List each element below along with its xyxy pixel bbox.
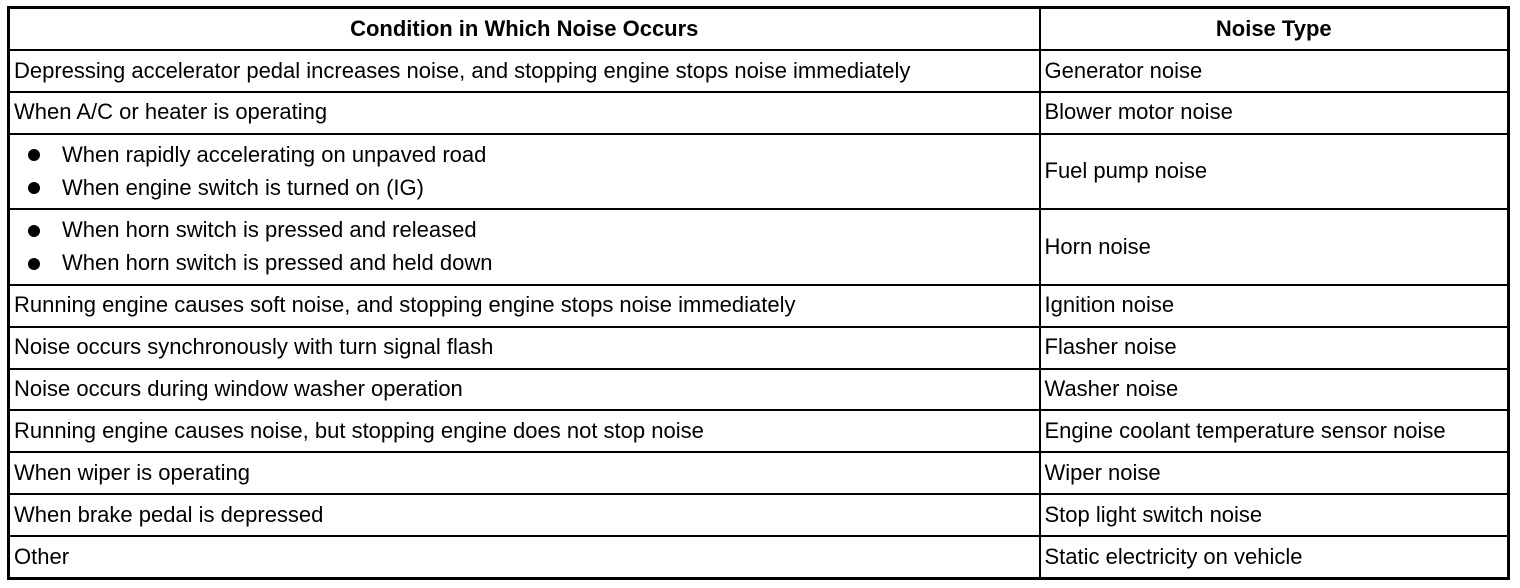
bullet-dot-icon bbox=[28, 182, 40, 194]
condition-cell: Depressing accelerator pedal increases noise, and stopping engine stops noise immediately bbox=[9, 50, 1040, 92]
condition-cell: Noise occurs synchronously with turn signal flash bbox=[9, 327, 1040, 369]
noise-type-cell: Engine coolant temperature sensor noise bbox=[1040, 410, 1509, 452]
noise-type-cell: Static electricity on vehicle bbox=[1040, 536, 1509, 579]
condition-cell bbox=[9, 209, 1040, 285]
condition-cell: Noise occurs during window washer operation bbox=[9, 369, 1040, 411]
bullet-item bbox=[28, 139, 1035, 172]
bullet-item bbox=[28, 214, 1035, 247]
noise-type-cell: Washer noise bbox=[1040, 369, 1509, 411]
bullet-text: When horn switch is pressed and released bbox=[62, 217, 477, 243]
bullet-list bbox=[14, 214, 1035, 280]
bullet-text: When horn switch is pressed and held down bbox=[62, 250, 493, 276]
table-row bbox=[9, 369, 1509, 411]
condition-cell: When wiper is operating bbox=[9, 452, 1040, 494]
bullet-item bbox=[28, 172, 1035, 205]
bullet-dot-icon bbox=[28, 258, 40, 270]
bullet-list bbox=[14, 139, 1035, 205]
condition-cell: When brake pedal is depressed bbox=[9, 494, 1040, 536]
table-row bbox=[9, 209, 1509, 285]
header-row bbox=[9, 8, 1509, 51]
noise-type-cell: Ignition noise bbox=[1040, 285, 1509, 327]
bullet-text: When engine switch is turned on (IG) bbox=[62, 174, 424, 200]
noise-type-cell: Generator noise bbox=[1040, 50, 1509, 92]
noise-type-cell: Horn noise bbox=[1040, 209, 1509, 285]
bullet-dot-icon bbox=[28, 225, 40, 237]
noise-table-container bbox=[7, 6, 1507, 580]
noise-type-cell: Fuel pump noise bbox=[1040, 134, 1509, 210]
condition-cell: When A/C or heater is operating bbox=[9, 92, 1040, 134]
condition-cell: Running engine causes soft noise, and stopping engine stops noise immediately bbox=[9, 285, 1040, 327]
bullet-text: When rapidly accelerating on unpaved road bbox=[62, 141, 487, 167]
noise-type-cell: Blower motor noise bbox=[1040, 92, 1509, 134]
table-row bbox=[9, 452, 1509, 494]
noise-table bbox=[7, 6, 1510, 580]
table-row bbox=[9, 327, 1509, 369]
noise-type-cell: Wiper noise bbox=[1040, 452, 1509, 494]
table-row bbox=[9, 92, 1509, 134]
bullet-item bbox=[28, 247, 1035, 280]
header-noise-type: Noise Type bbox=[1040, 8, 1509, 51]
table-row bbox=[9, 134, 1509, 210]
bullet-dot-icon bbox=[28, 149, 40, 161]
header-condition: Condition in Which Noise Occurs bbox=[9, 8, 1040, 51]
table-row bbox=[9, 494, 1509, 536]
noise-type-cell: Flasher noise bbox=[1040, 327, 1509, 369]
table-row bbox=[9, 536, 1509, 579]
condition-cell: Other bbox=[9, 536, 1040, 579]
noise-type-cell: Stop light switch noise bbox=[1040, 494, 1509, 536]
table-row bbox=[9, 410, 1509, 452]
table-row bbox=[9, 285, 1509, 327]
condition-cell bbox=[9, 134, 1040, 210]
condition-cell: Running engine causes noise, but stopping engine does not stop noise bbox=[9, 410, 1040, 452]
table-row bbox=[9, 50, 1509, 92]
